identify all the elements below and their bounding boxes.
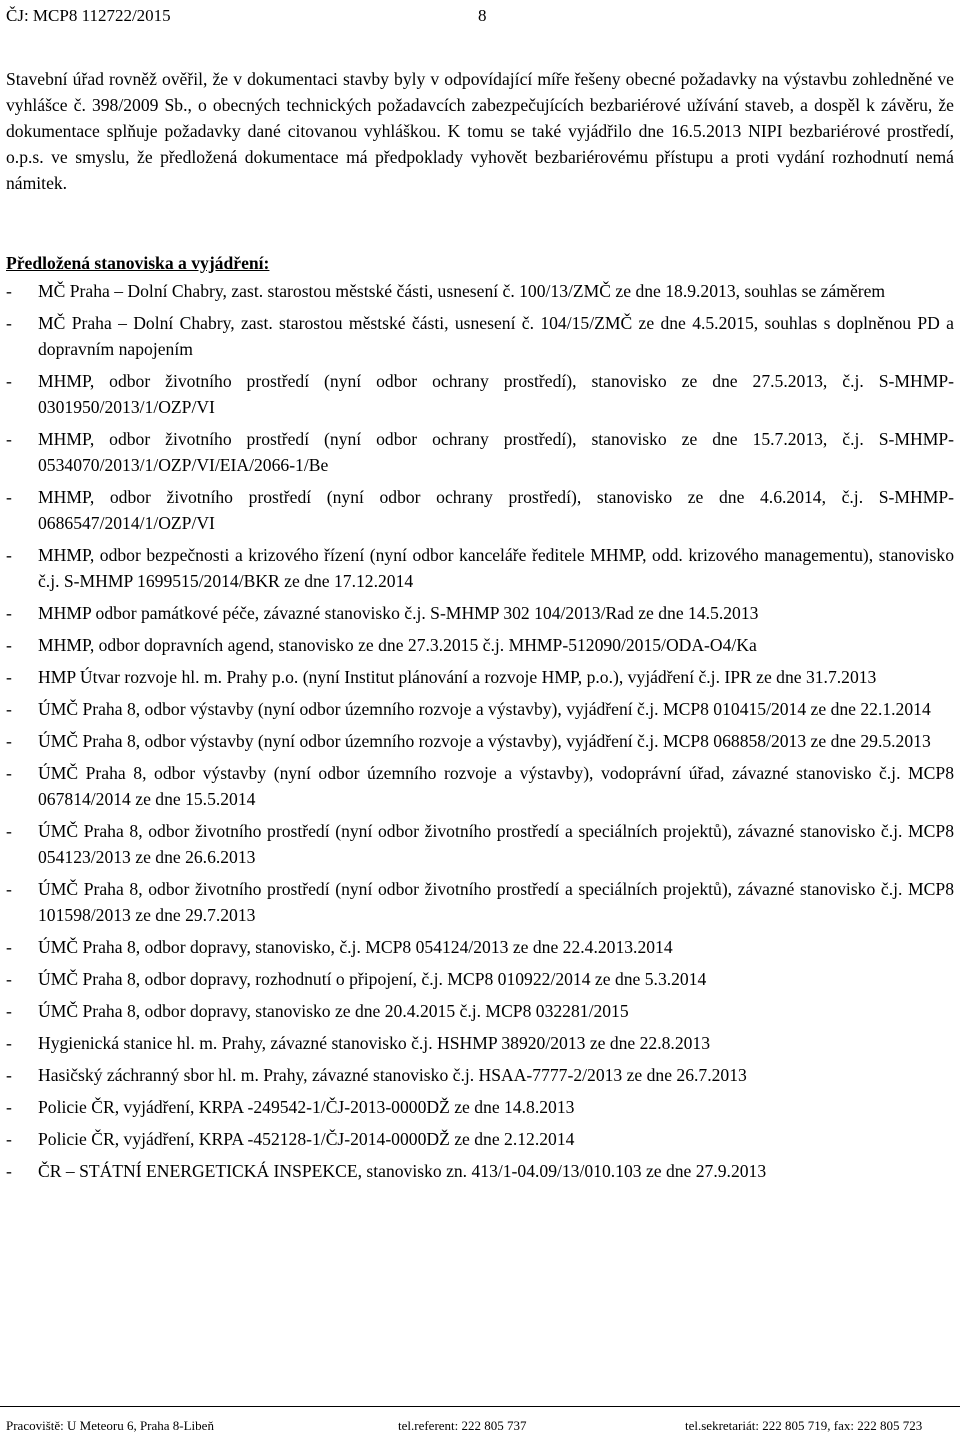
list-item <box>6 966 954 992</box>
list-item <box>6 664 954 690</box>
statements-list <box>6 278 954 1184</box>
list-item-text: Policie ČR, vyjádření, KRPA -249542-1/ČJ-2013-0000DŽ ze dne 14.8.2013 <box>38 1097 575 1117</box>
list-dash: - <box>6 937 12 957</box>
footer-secretariat-phone: tel.sekretariát: 222 805 719, fax: 222 805 723 <box>685 1418 923 1433</box>
list-dash: - <box>6 667 12 687</box>
list-item-text: MHMP, odbor bezpečnosti a krizového řízení (nyní odbor kanceláře ředitele MHMP, odd. krizového managementu), stanovisko č.j. S-MHMP 1699515/2014/BKR ze dne 17.12.2014 <box>38 545 954 591</box>
list-item-text: ČR – STÁTNÍ ENERGETICKÁ INSPEKCE, stanovisko zn. 413/1-04.09/13/010.103 ze dne 27.9.2013 <box>38 1161 767 1181</box>
list-dash: - <box>6 635 12 655</box>
list-item-text: MHMP, odbor životního prostředí (nyní odbor ochrany prostředí), stanovisko ze dne 15.7.2013, č.j. S-MHMP-0534070/2013/1/OZP/VI/EIA/2066-1/Be <box>38 429 954 475</box>
list-item <box>6 1062 954 1088</box>
list-item-text: Hygienická stanice hl. m. Prahy, závazné stanovisko č.j. HSHMP 38920/2013 ze dne 22.8.2013 <box>38 1033 711 1053</box>
page-footer <box>0 1406 960 1435</box>
list-dash: - <box>6 281 12 301</box>
intro-paragraph: Stavební úřad rovněž ověřil, že v dokumentaci stavby byly v odpovídající míře řešeny obecné požadavky na výstavbu zohledněné ve vyhlášce č. 398/2009 Sb., o obecných technických požadavcích zabezpečujících bezbariérové užívání staveb, a dospěl k závěru, že dokumentace splňuje požadavky dané citovanou vyhláškou. K tomu se také vyjádřilo dne 16.5.2013 NIPI bezbariérové prostředí, o.p.s. ve smyslu, že předložená dokumentace má předpoklady vyhovět bezbariérovému přístupu a proti vydání rozhodnutí nemá námitek. <box>6 69 954 193</box>
list-item <box>6 998 954 1024</box>
list-item <box>6 760 954 812</box>
list-item <box>6 728 954 754</box>
list-item <box>6 632 954 658</box>
list-dash: - <box>6 879 12 899</box>
list-item-text: Hasičský záchranný sbor hl. m. Prahy, závazné stanovisko č.j. HSAA-7777-2/2013 ze dne 26.7.2013 <box>38 1065 747 1085</box>
list-item-text: ÚMČ Praha 8, odbor životního prostředí (nyní odbor životního prostředí a speciálních projektů), závazné stanovisko č.j. MCP8 054123/2013 ze dne 26.6.2013 <box>38 821 954 867</box>
list-dash: - <box>6 1001 12 1021</box>
list-dash: - <box>6 429 12 449</box>
list-item <box>6 542 954 594</box>
list-item <box>6 278 954 304</box>
list-item-text: ÚMČ Praha 8, odbor dopravy, stanovisko, č.j. MCP8 054124/2013 ze dne 22.4.2013.2014 <box>38 937 673 957</box>
list-dash: - <box>6 731 12 751</box>
list-item <box>6 1094 954 1120</box>
list-item <box>6 1126 954 1152</box>
list-item-text: MČ Praha – Dolní Chabry, zast. starostou městské části, usnesení č. 104/15/ZMČ ze dne 4.5.2015, souhlas s doplněnou PD a dopravním napojením <box>38 313 954 359</box>
list-item <box>6 310 954 362</box>
list-item-text: HMP Útvar rozvoje hl. m. Prahy p.o. (nyní Institut plánování a rozvoje HMP, p.o.), vyjádření č.j. IPR ze dne 31.7.2013 <box>38 667 877 687</box>
list-item-text: MHMP, odbor životního prostředí (nyní odbor ochrany prostředí), stanovisko ze dne 4.6.2014, č.j. S-MHMP-0686547/2014/1/OZP/VI <box>38 487 954 533</box>
list-dash: - <box>6 545 12 565</box>
list-item <box>6 426 954 478</box>
list-dash: - <box>6 313 12 333</box>
list-item-text: MČ Praha – Dolní Chabry, zast. starostou městské části, usnesení č. 100/13/ZMČ ze dne 18.9.2013, souhlas se záměrem <box>38 281 886 301</box>
list-item <box>6 1158 954 1184</box>
list-dash: - <box>6 1097 12 1117</box>
list-item-text: Policie ČR, vyjádření, KRPA -452128-1/ČJ-2014-0000DŽ ze dne 2.12.2014 <box>38 1129 575 1149</box>
list-dash: - <box>6 821 12 841</box>
section-heading: Předložená stanoviska a vyjádření: <box>6 253 270 273</box>
list-item-text: ÚMČ Praha 8, odbor dopravy, stanovisko ze dne 20.4.2015 č.j. MCP8 032281/2015 <box>38 1001 629 1021</box>
list-item-text: ÚMČ Praha 8, odbor životního prostředí (nyní odbor životního prostředí a speciálních projektů), závazné stanovisko č.j. MCP8 101598/2013 ze dne 29.7.2013 <box>38 879 954 925</box>
list-dash: - <box>6 371 12 391</box>
list-item <box>6 484 954 536</box>
list-item-text: MHMP, odbor životního prostředí (nyní odbor ochrany prostředí), stanovisko ze dne 27.5.2013, č.j. S-MHMP-0301950/2013/1/OZP/VI <box>38 371 954 417</box>
list-item-text: ÚMČ Praha 8, odbor dopravy, rozhodnutí o připojení, č.j. MCP8 010922/2014 ze dne 5.3.2014 <box>38 969 707 989</box>
list-dash: - <box>6 1161 12 1181</box>
list-item <box>6 696 954 722</box>
list-dash: - <box>6 603 12 623</box>
list-item <box>6 368 954 420</box>
list-item-text: MHMP, odbor dopravních agend, stanovisko ze dne 27.3.2015 č.j. MHMP-512090/2015/ODA-O4/Ka <box>38 635 757 655</box>
page-number: 8 <box>478 6 487 25</box>
list-dash: - <box>6 1129 12 1149</box>
document-body <box>6 66 954 1190</box>
list-dash: - <box>6 763 12 783</box>
list-dash: - <box>6 1065 12 1085</box>
list-item-text: MHMP odbor památkové péče, závazné stanovisko č.j. S-MHMP 302 104/2013/Rad ze dne 14.5.2013 <box>38 603 759 623</box>
list-dash: - <box>6 969 12 989</box>
list-item <box>6 1030 954 1056</box>
list-item <box>6 818 954 870</box>
list-item-text: ÚMČ Praha 8, odbor výstavby (nyní odbor územního rozvoje a výstavby), vyjádření č.j. MCP8 068858/2013 ze dne 29.5.2013 <box>38 731 931 751</box>
list-item-text: ÚMČ Praha 8, odbor výstavby (nyní odbor územního rozvoje a výstavby), vodoprávní úřad, závazné stanovisko č.j. MCP8 067814/2014 ze dne 15.5.2014 <box>38 763 954 809</box>
page-header <box>6 6 954 28</box>
footer-referent-phone: tel.referent: 222 805 737 <box>398 1418 527 1433</box>
list-item <box>6 934 954 960</box>
footer-address: Pracoviště: U Meteoru 6, Praha 8-Libeň <box>6 1418 214 1433</box>
list-item <box>6 876 954 928</box>
document-reference: ČJ: MCP8 112722/2015 <box>6 6 171 25</box>
list-dash: - <box>6 1033 12 1053</box>
list-dash: - <box>6 699 12 719</box>
list-item <box>6 600 954 626</box>
list-item-text: ÚMČ Praha 8, odbor výstavby (nyní odbor územního rozvoje a výstavby), vyjádření č.j. MCP8 010415/2014 ze dne 22.1.2014 <box>38 699 931 719</box>
list-dash: - <box>6 487 12 507</box>
